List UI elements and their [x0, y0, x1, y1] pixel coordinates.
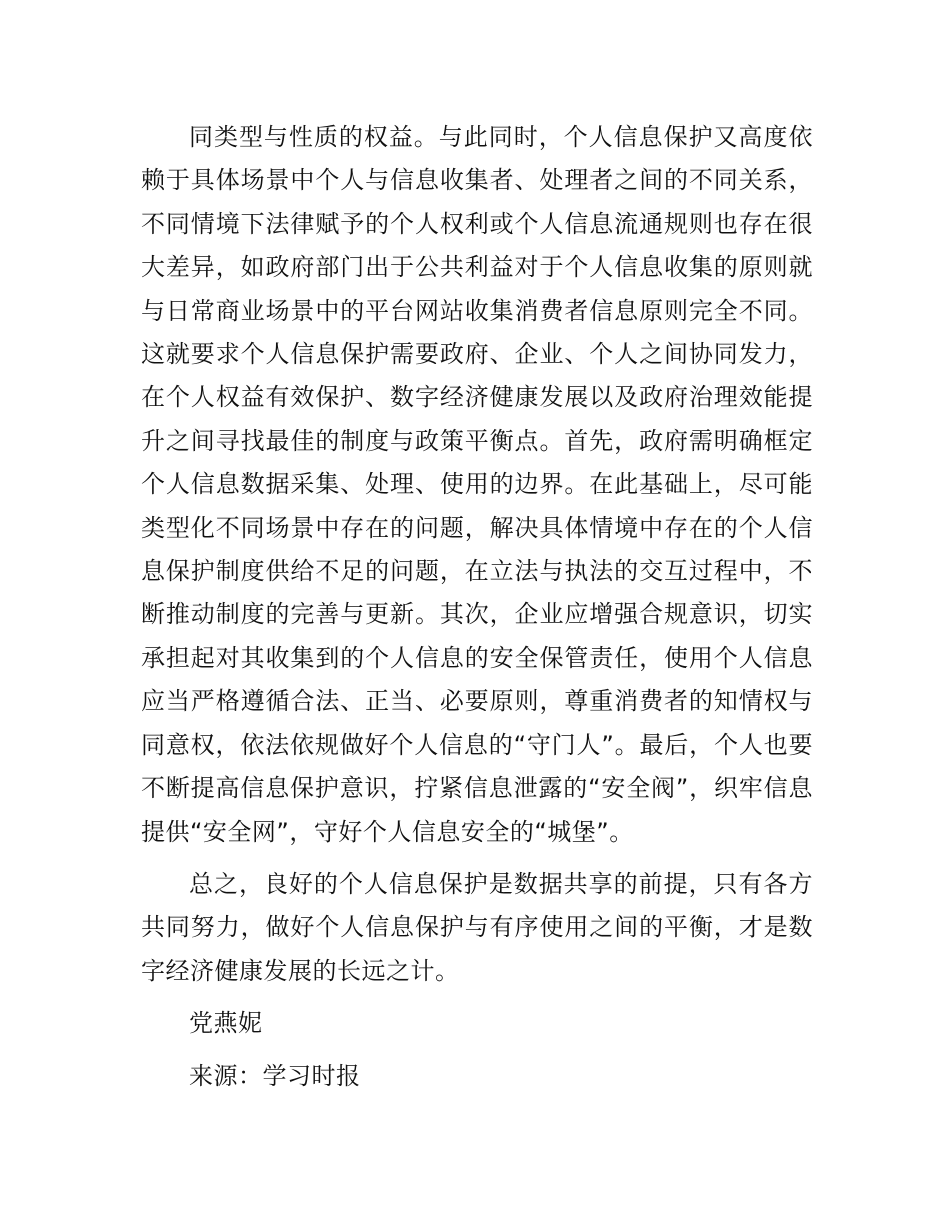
- paragraph-2: 总之，良好的个人信息保护是数据共享的前提，只有各方共同努力，做好个人信息保护与有序使用之间的平衡，才是数字经济健康发展的长远之计。: [141, 869, 813, 985]
- author-name: 党燕妮: [189, 1009, 263, 1038]
- paragraph-1: 同类型与性质的权益。与此同时，个人信息保护又高度依赖于具体场景中个人与信息收集者、处理者之间的不同关系，不同情境下法律赋予的个人权利或个人信息流通规则也存在很大差异，如政府部门出于公共利益对于个人信息收集的原则就与日常商业场景中的平台网站收集消费者信息原则完全不同。这就要求个人信息保护需要政府、企业、个人之间协同发力，在个人权益有效保护、数字经济健康发展以及政府治理效能提升之间寻找最佳的制度与政策平衡点。首先，政府需明确框定个人信息数据采集、处理、使用的边界。在此基础上，尽可能类型化不同场景中存在的问题，解决具体情境中存在的个人信息保护制度供给不足的问题，在立法与执法的交互过程中，不断推动制度的完善与更新。其次，企业应增强合规意识，切实承担起对其收集到的个人信息的安全保管责任，使用个人信息应当严格遵循合法、正当、必要原则，尊重消费者的知情权与同意权，依法依规做好个人信息的“守门人”。最后，个人也要不断提高信息保护意识，拧紧信息泄露的“安全阀”，织牢信息提供“安全网”，守好个人信息安全的“城堡”。: [141, 123, 813, 846]
- source-line: 来源：学习时报: [189, 1061, 361, 1090]
- article-body: [141, 116, 813, 1098]
